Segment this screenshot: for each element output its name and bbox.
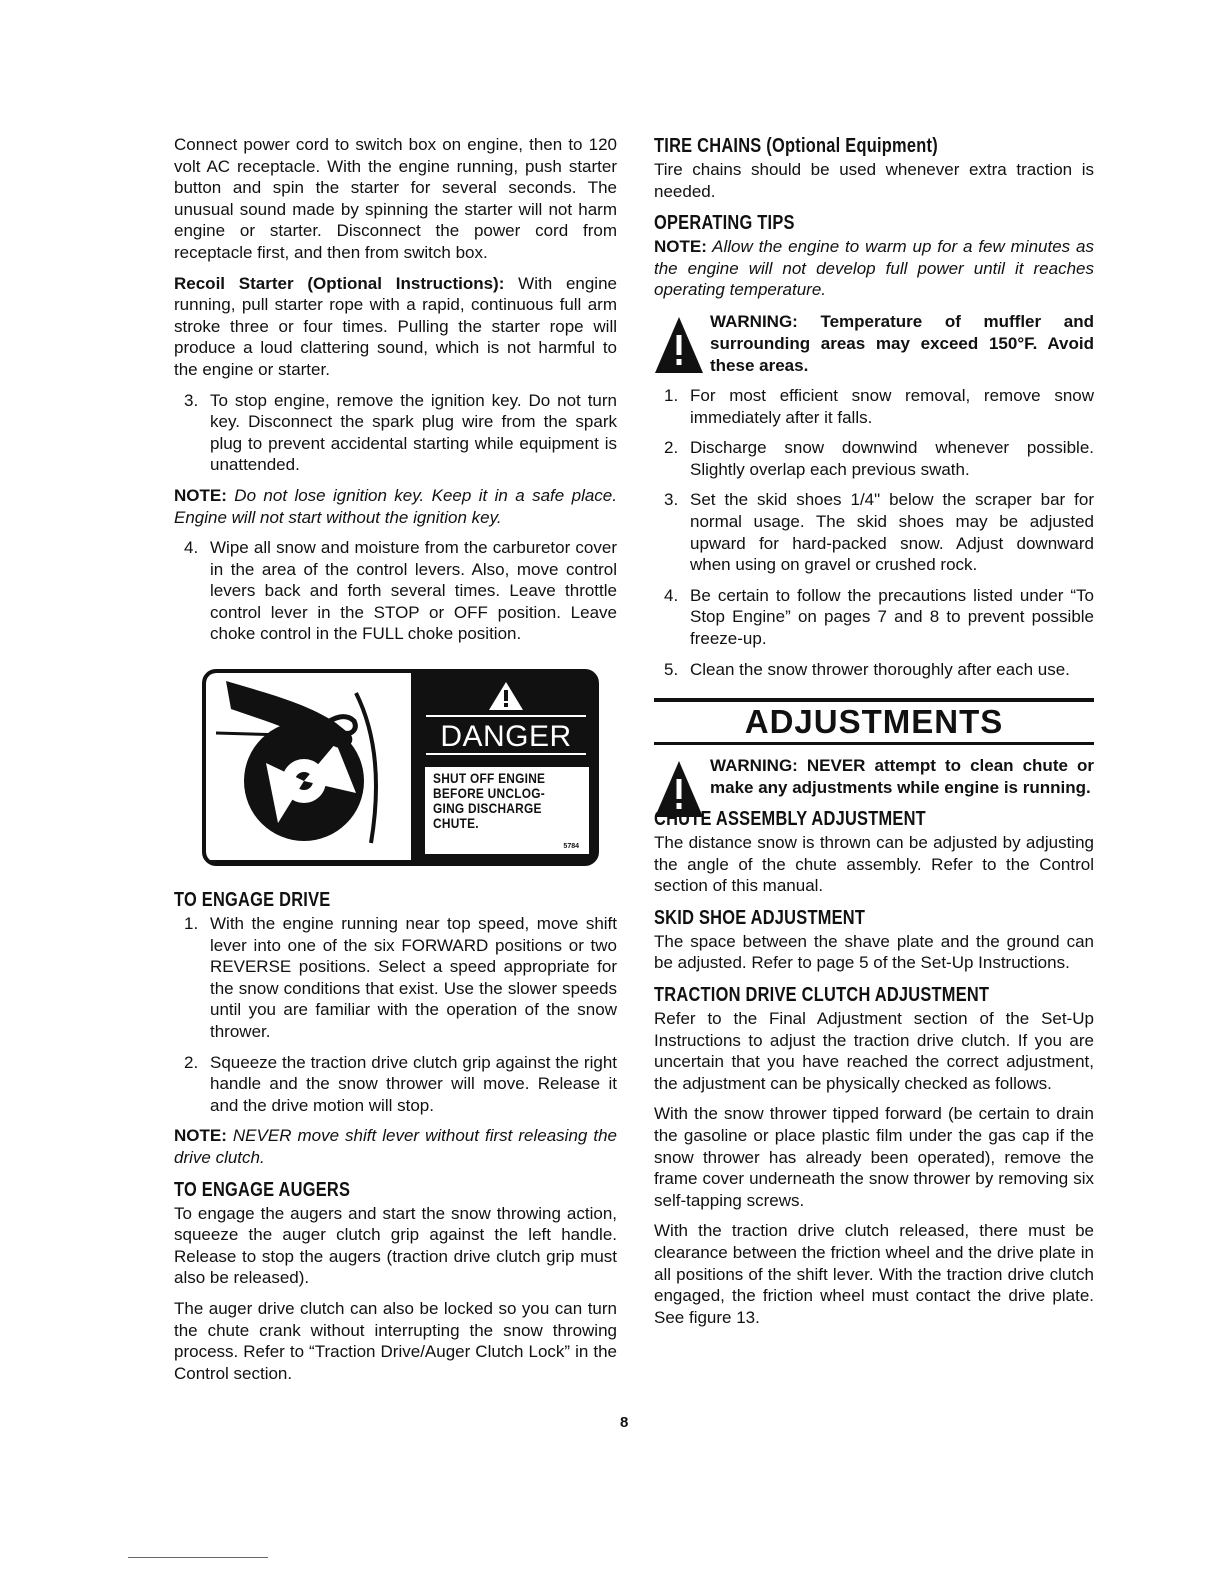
danger-line: CHUTE. (433, 815, 479, 832)
wipe-steps (174, 537, 617, 645)
warning-triangle-icon (654, 315, 704, 375)
muffler-warning (654, 311, 1094, 377)
list-text: Wipe all snow and moisture from the carburetor cover in the area of the control levers. Also, move control levers back and forth several times. Leave throttle control lever in the STOP or OFF position. Leave choke control in the FULL choke position. (210, 538, 617, 644)
note-text: Do not lose ignition key. Keep it in a safe place. Engine will not start without the ignition key. (174, 485, 617, 527)
operating-tips-heading: OPERATING TIPS (654, 212, 795, 235)
warmup-note (654, 236, 1094, 301)
left-column (174, 134, 617, 1393)
chute-adjustment-heading: CHUTE ASSEMBLY ADJUSTMENT (654, 808, 926, 831)
traction-paragraph-3: With the traction drive clutch released, there must be clearance between the friction wheel and the drive plate in all positions of the shift lever. With the traction drive clutch engaged, the friction wheel must contact the drive plate. See figure 13. (654, 1221, 1094, 1327)
list-text: Clean the snow thrower thoroughly after each use. (690, 659, 1070, 679)
warning-text: WARNING: Temperature of muffler and surrounding areas may exceed 150°F. Avoid these areas. (710, 311, 1094, 375)
chute-adjustment-text: The distance snow is thrown can be adjusted by adjusting the angle of the chute assembly. Refer to the Control section of this manual. (654, 833, 1094, 896)
skid-shoe-heading: SKID SHOE ADJUSTMENT (654, 906, 866, 929)
ignition-note (174, 485, 617, 528)
section-rule (654, 742, 1094, 745)
list-item (654, 659, 1094, 681)
list-item (654, 489, 1094, 575)
engage-augers-heading: TO ENGAGE AUGERS (174, 1178, 351, 1201)
adjustments-title: ADJUSTMENTS (744, 703, 1004, 741)
list-number: 4. (184, 538, 199, 558)
right-column (654, 130, 1094, 1337)
danger-decal (202, 669, 599, 866)
list-text: For most efficient snow removal, remove snow immediately after it falls. (690, 385, 1094, 427)
list-item (654, 585, 1094, 650)
skid-shoe-text: The space between the shave plate and the ground can be adjusted. Refer to page 5 of the Set-Up Instructions. (654, 931, 1094, 973)
adjustment-warning (654, 755, 1094, 799)
augers-paragraph: To engage the augers and start the snow throwing action, squeeze the auger clutch grip against the left handle. Release to stop the augers (traction drive clutch grip must also be released). (174, 1203, 617, 1288)
danger-line: GING DISCHARGE (433, 800, 542, 817)
list-text: Squeeze the traction drive clutch grip against the right handle and the snow thrower will move. Release it and the drive motion will stop. (210, 1052, 617, 1115)
list-text: Be certain to follow the precautions listed under “To Stop Engine” on pages 7 and 8 to prevent possible freeze-up. (690, 585, 1094, 648)
traction-clutch-heading: TRACTION DRIVE CLUTCH ADJUSTMENT (654, 984, 990, 1007)
list-item (654, 437, 1094, 480)
list-number: 5. (664, 659, 679, 679)
warning-text: WARNING: NEVER attempt to clean chute or make any adjustments while engine is running. (710, 756, 1094, 798)
auger-lock-paragraph: The auger drive clutch can also be locked so you can turn the chute crank without interrupting the snow throwing process. Refer to “Traction Drive/Auger Clutch Lock” in the Control section. (174, 1298, 617, 1383)
list-number: 3. (184, 390, 199, 410)
list-item (174, 390, 617, 476)
list-text: With the engine running near top speed, move shift lever into one of the six FORWARD positions or two REVERSE positions. Select a speed appropriate for the snow conditions that exist. Use the slower speeds until you are familiar with the operation of the snow thrower. (210, 914, 617, 1042)
tire-chains-text: Tire chains should be used whenever extra traction is needed. (654, 160, 1094, 201)
list-number: 3. (664, 490, 679, 510)
note-label: NOTE: (174, 485, 227, 505)
list-number: 1. (664, 385, 679, 405)
drive-note (174, 1125, 617, 1168)
recoil-label: Recoil Starter (Optional Instructions): (174, 273, 505, 293)
note-text: Allow the engine to warm up for a few minutes as the engine will not develop full power until it reaches operating temperature. (654, 237, 1094, 300)
hand-impeller-icon (206, 673, 411, 862)
list-item (174, 913, 617, 1043)
recoil-paragraph (174, 273, 617, 381)
danger-line: SHUT OFF ENGINE (433, 770, 546, 787)
list-number: 2. (184, 1052, 199, 1072)
danger-title: DANGER (426, 715, 586, 755)
warning-triangle-icon (488, 681, 524, 711)
note-text: NEVER move shift lever without first releasing the drive clutch. (174, 1126, 617, 1167)
recoil-text: With engine running, pull starter rope with a rapid, continuous full arm stroke three or four times. Pulling the starter rope will produce a loud clattering sound, which is not harmful to the engine or starter. (174, 273, 617, 379)
list-number: 1. (184, 914, 199, 934)
list-text: To stop engine, remove the ignition key. Do not turn key. Disconnect the spark plug wire from the spark plug to prevent accidental starting while equipment is unattended. (210, 390, 617, 475)
danger-message (425, 767, 589, 854)
list-item (654, 385, 1094, 428)
footer-line (128, 1557, 268, 1558)
starter-paragraph: Connect power cord to switch box on engine, then to 120 volt AC receptacle. With the engine running, push starter button and spin the starter for several seconds. The unusual sound made by spinning the starter will not harm engine or starter. Disconnect the power cord from receptacle first, and then from switch box. (174, 135, 617, 262)
danger-pictogram (206, 673, 411, 862)
list-text: Set the skid shoes 1/4" below the scraper bar for normal usage. The skid shoes may be adjusted upward for hard-packed snow. Adjust downward when using on gravel or crushed rock. (690, 490, 1094, 575)
page-number: 8 (620, 1414, 629, 1431)
tire-chains-heading: TIRE CHAINS (Optional Equipment) (654, 135, 938, 157)
drive-steps (174, 913, 617, 1116)
stop-steps (174, 390, 617, 476)
note-label: NOTE: (654, 237, 707, 257)
list-number: 4. (664, 585, 679, 605)
traction-paragraph-1: Refer to the Final Adjustment section of the Set-Up Instructions to adjust the traction drive clutch. If you are uncertain that you have reached the correct adjustment, the adjustment can be physically checked as follows. (654, 1009, 1094, 1093)
list-number: 2. (664, 438, 679, 458)
note-label: NOTE: (174, 1126, 227, 1146)
decal-code: 5784 (563, 843, 579, 851)
engage-drive-heading: TO ENGAGE DRIVE (174, 889, 331, 912)
list-item (174, 1052, 617, 1117)
danger-panel (418, 673, 595, 862)
list-text: Discharge snow downwind whenever possible. Slightly overlap each previous swath. (690, 438, 1094, 479)
danger-line: BEFORE UNCLOG- (433, 785, 546, 802)
list-item (174, 537, 617, 645)
operating-tips-list (654, 385, 1094, 680)
traction-paragraph-2: With the snow thrower tipped forward (be certain to drain the gasoline or place plastic film under the gas cap if the snow thrower has already been operated), remove the frame cover underneath the snow thrower by removing six self-tapping screws. (654, 1104, 1094, 1210)
